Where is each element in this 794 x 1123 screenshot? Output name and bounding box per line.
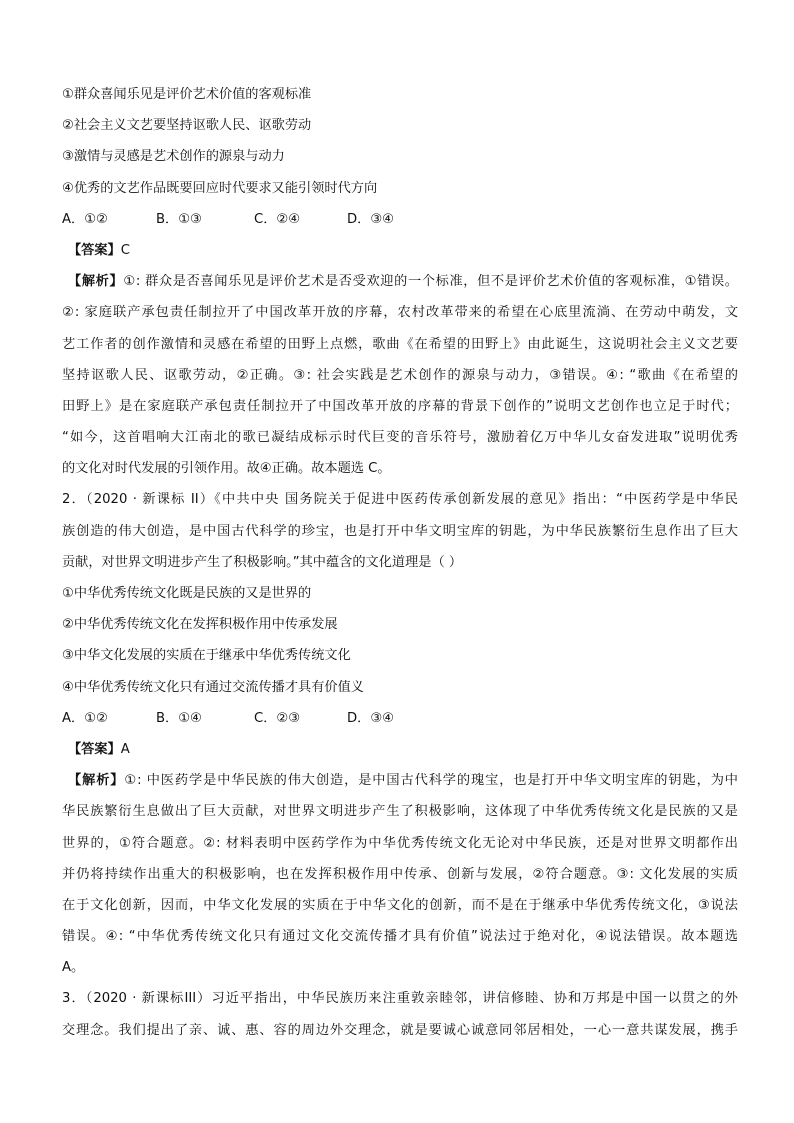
q2-stem-line-3: 贡献，对世界文明进步产生了积极影响。”其中蕴含的文化道理是（ ） — [62, 554, 463, 570]
q2-choice-2: ②中华优秀传统文化在发挥积极作用中传承发展 — [62, 617, 338, 633]
q2-analysis-line-6: 错误。④: “中华优秀传统文化只有通过文化交流传播才具有价值”说法过于绝对化，④说法错误。故本题选 — [62, 929, 738, 945]
q2-option-c: C．②③ — [254, 710, 301, 726]
q1-analysis-line-5: 田野上》是在家庭联产承包责任制拉开了中国改革开放的序幕的背景下创作的”说明文艺创作也立足于时代； — [62, 398, 738, 414]
q3-stem-line-1: 3．（2020 · 新课标III）习近平指出，中华民族历来注重敦亲睦邻，讲信修睦、协和万邦是中国一以贯之的外 — [62, 991, 738, 1007]
q2-analysis-line-5: 在于文化创新，因而，中华文化发展的实质在于中华文化的创新，而不是在于继承中华优秀传统文化，③说法 — [62, 897, 738, 913]
q2-analysis-line-3: 世界的，①符合题意。②: 材料表明中医药学作为中华优秀传统文化无论对中华民族，还是对世界文明都作出 — [62, 835, 738, 851]
q1-option-a: A．①② — [62, 211, 108, 227]
q2-analysis-text-1: ①: 中医药学是中华民族的伟大创造，是中国古代科学的瑰宝，也是打开中华文明宝库的钥匙，为中 — [124, 773, 738, 789]
q1-analysis-line-4: 坚持讴歌人民、讴歌劳动，②正确。③: 社会实践是艺术创作的源泉与动力，③错误。④: “歌曲《在希望的 — [62, 367, 738, 383]
q1-analysis-text-1: ①: 群众是否喜闻乐见是评价艺术是否受欢迎的一个标准，但不是评价艺术价值的客观标准，①错误。 — [123, 274, 738, 290]
q2-analysis-line-2: 华民族繁衍生息做出了巨大贡献，对世界文明进步产生了积极影响，这体现了中华优秀传统文化是民族的又是 — [62, 804, 738, 820]
q2-options — [62, 703, 738, 734]
q2-choice-4: ④中华优秀传统文化只有通过交流传播才具有价值义 — [62, 679, 364, 695]
q2-option-d: D．③④ — [347, 710, 394, 726]
q2-analysis-tag: 【解析】 — [68, 773, 125, 789]
q2-answer-tag: 【答案】 — [68, 741, 121, 757]
q2-option-a: A．①② — [62, 710, 108, 726]
q1-choice-1: ①群众喜闻乐见是评价艺术价值的客观标准 — [62, 87, 312, 102]
q1-analysis-tag: 【解析】 — [68, 274, 124, 290]
q1-answer — [62, 235, 738, 266]
q1-choice-2: ②社会主义文艺要坚持讴歌人民、讴歌劳动 — [62, 118, 312, 134]
q2-analysis-line-1 — [62, 765, 738, 796]
q2-answer — [62, 734, 738, 765]
q1-answer-value: C — [120, 242, 130, 258]
q2-stem-line-1: 2．（2020 · 新课标 II）《中共中央 国务院关于促进中医药传承创新发展的意见》指出：“中医药学是中华民 — [62, 492, 738, 508]
q2-stem-line-2: 族创造的伟大创造，是中国古代科学的珍宝，也是打开中华文明宝库的钥匙，为中华民族繁衍生息作出了巨大 — [62, 523, 738, 539]
q1-option-d: D．③④ — [347, 211, 394, 227]
q1-analysis-line-7: 的文化对时代发展的引领作用。故④正确。故本题选 C。 — [62, 461, 391, 477]
q1-analysis-line-1 — [62, 266, 738, 297]
q2-analysis-line-4: 并仍将持续作出重大的积极影响，也在发挥积极作用中传承、创新与发展，②符合题意。③: 文化发展的实质 — [62, 866, 738, 882]
q3-stem-line-2: 交理念。我们提出了亲、诚、惠、容的周边外交理念，就是要诚心诚意同邻居相处，一心一意共谋发展，携手 — [62, 1022, 738, 1038]
q1-analysis-line-3: 艺工作者的创作激情和灵感在希望的田野上点燃，歌曲《在希望的田野上》由此诞生，这说明社会主义文艺要 — [62, 336, 738, 352]
q1-analysis-line-2: ②: 家庭联产承包责任制拉开了中国改革开放的序幕，农村改革带来的希望在心底里流淌、在劳动中萌发，文 — [62, 305, 739, 321]
q2-analysis-line-7: A。 — [62, 960, 85, 976]
q1-choice-4: ④优秀的文艺作品既要回应时代要求又能引领时代方向 — [62, 180, 378, 196]
q1-option-c: C．②④ — [254, 211, 301, 227]
q2-choice-1: ①中华优秀传统文化既是民族的又是世界的 — [62, 586, 312, 601]
q2-option-b: B．①④ — [156, 710, 202, 726]
document-page — [62, 79, 738, 1046]
q2-answer-value: A — [120, 741, 130, 757]
q1-analysis-line-6: “如今，这首唱响大江南北的歌已凝结成标示时代巨变的音乐符号，激励着亿万中华儿女奋发进取”说明优秀 — [62, 430, 738, 446]
q1-options — [62, 204, 738, 235]
q1-choice-3: ③激情与灵感是艺术创作的源泉与动力 — [62, 149, 285, 165]
q1-answer-tag: 【答案】 — [68, 242, 121, 258]
q2-choice-3: ③中华文化发展的实质在于继承中华优秀传统文化 — [62, 648, 351, 664]
q1-option-b: B．①③ — [156, 211, 202, 227]
